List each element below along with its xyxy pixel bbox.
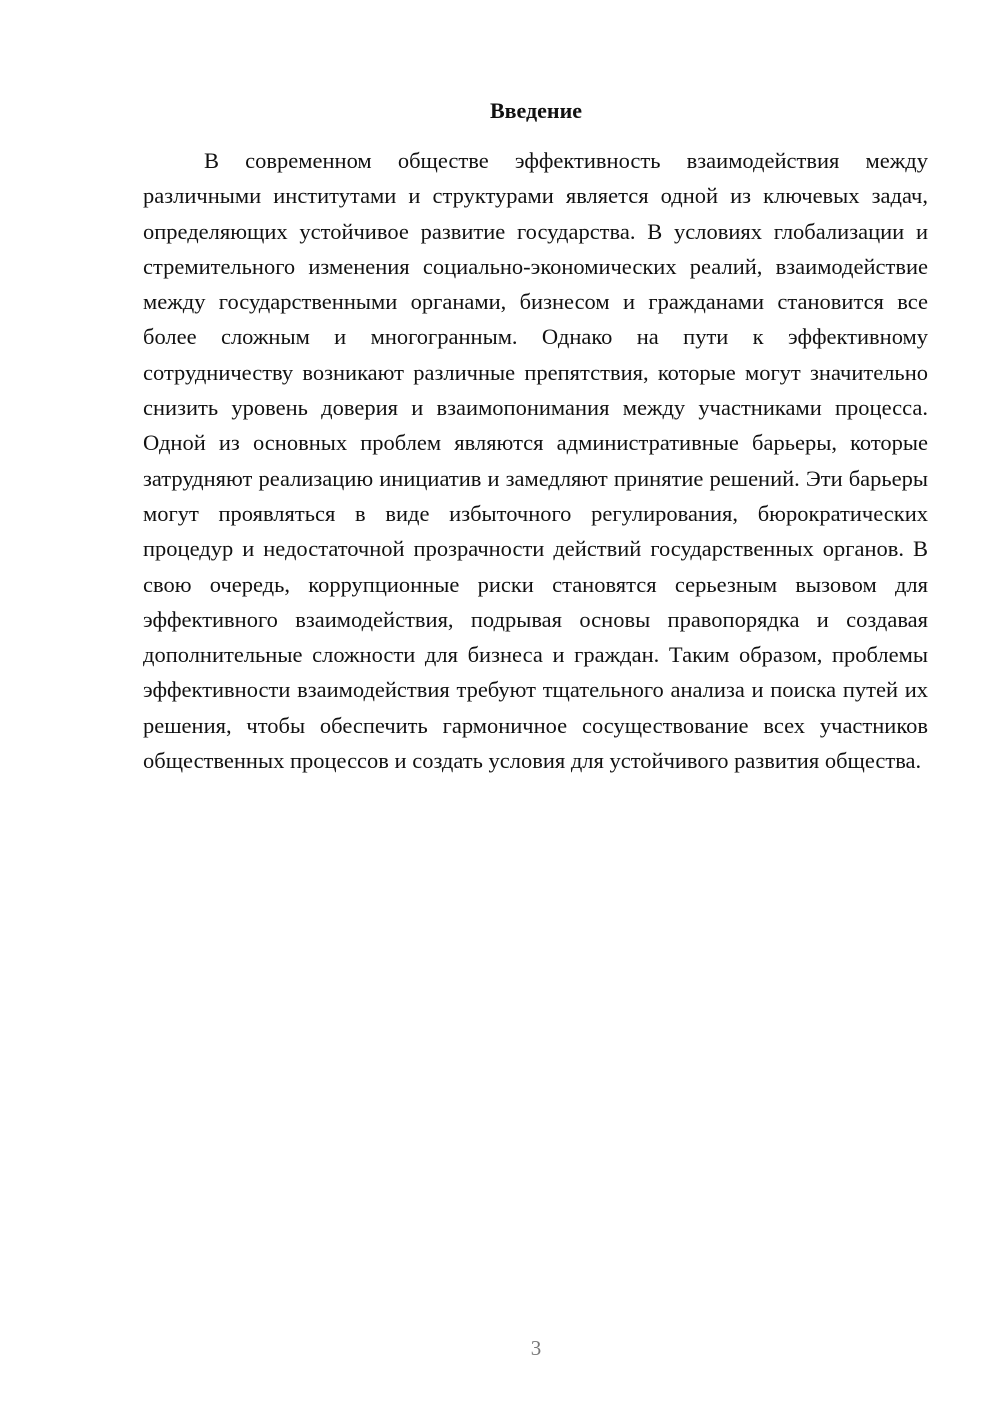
body-paragraph: В современном обществе эффективность взаимодействия между различными институтами и структурами является одной из ключевых задач, определяющих устойчивое развитие государства. В условиях глобализации и стремительного изменения социально-экономических реалий, взаимодействие между государственными органами, бизнесом и гражданами становится все более сложным и многогранным. Однако на пути к эффективному сотрудничеству возникают различные препятствия, которые могут значительно снизить уровень доверия и взаимопонимания между участниками процесса. Одной из основных проблем являются административные барьеры, которые затрудняют реализацию инициатив и замедляют принятие решений. Эти барьеры могут проявляться в виде избыточного регулирования, бюрократических процедур и недостаточной прозрачности действий государственных органов. В свою очередь, коррупционные риски становятся серьезным вызовом для эффективного взаимодействия, подрывая основы правопорядка и создавая дополнительные сложности для бизнеса и граждан. Таким образом, проблемы эффективности взаимодействия требуют тщательного анализа и поиска путей их решения, чтобы обеспечить гармоничное сосуществование всех участников общественных процессов и создать условия для устойчивого развития общества. — [143, 148, 928, 774]
section-heading: Введение — [489, 98, 583, 123]
page-number: 3 — [530, 1336, 542, 1360]
